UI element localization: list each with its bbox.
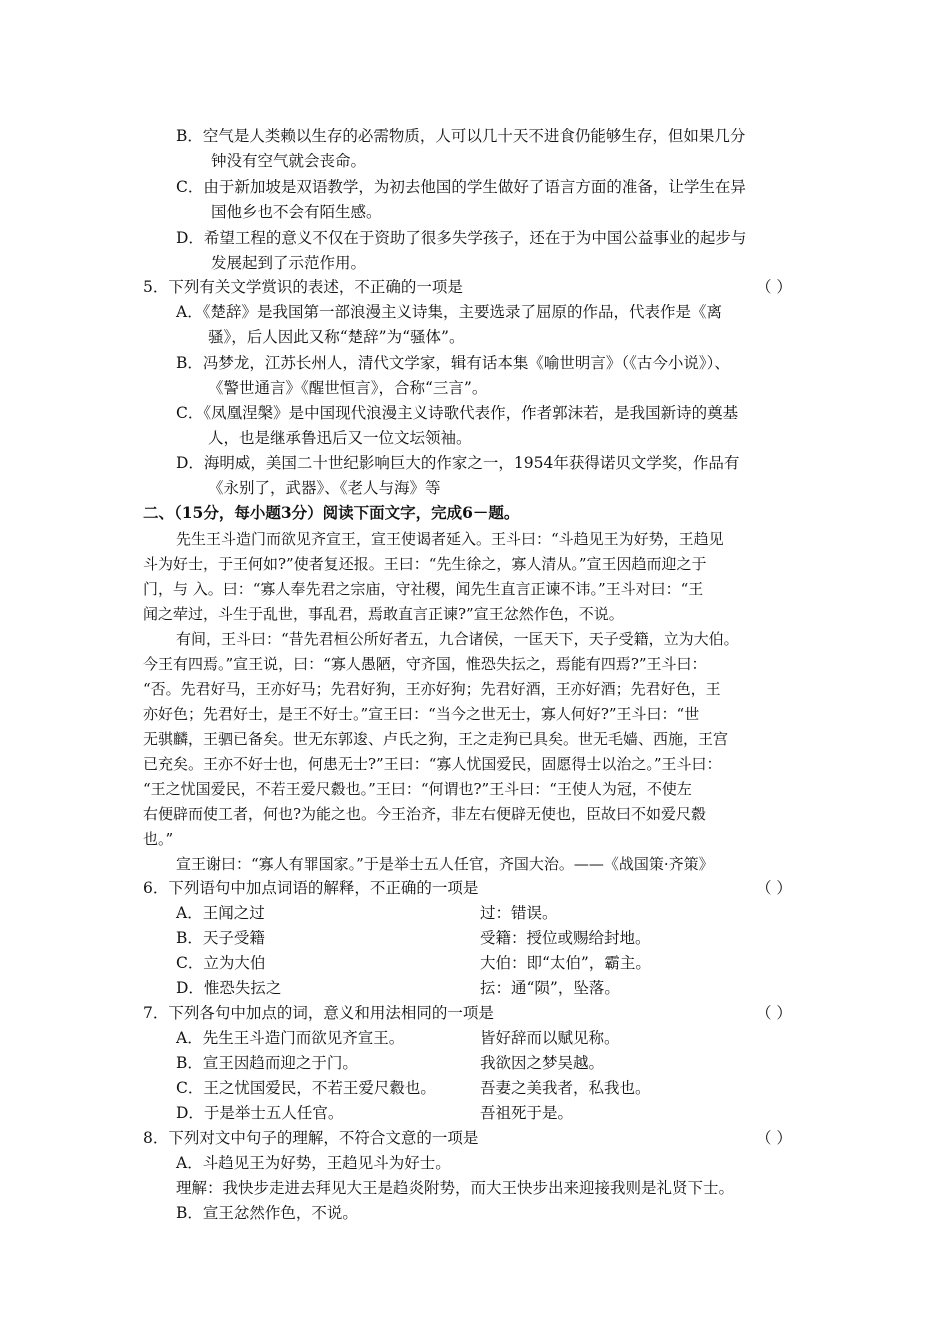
passage-p2-line8: 右便辟而使工者，何也?为能之也。今王治齐，非左右便辟无使也，臣故曰不如爱尺縠 (143, 805, 707, 823)
q6-option-a: A．王闻之过 (176, 904, 265, 922)
q6-answer-paren: （ ） (756, 879, 792, 897)
q4-option-d-line1: D．希望工程的意义不仅在于资助了很多失学孩子，还在于为中国公益事业的起步与 (176, 229, 747, 247)
q7-option-b: B．宣王因趋而迎之于门。 (176, 1054, 358, 1072)
passage-p3: 宣王谢曰：“寡人有罪国家。”于是举士五人任官，齐国大治。——《战国策·齐策》 (176, 855, 714, 873)
q5-option-c-line1: C．《凤凰涅槃》是中国现代浪漫主义诗歌代表作，作者郭沫若，是我国新诗的奠基 (176, 404, 739, 422)
q5-option-b-line1: B．冯梦龙，江苏长州人，清代文学家，辑有话本集《喻世明言》（《古今小说》）、 (176, 354, 730, 372)
q6-option-c-explanation: 大伯：即“太伯”，霸主。 (480, 954, 651, 972)
q5-stem: 5．下列有关文学赏识的表述，不正确的一项是 (143, 278, 463, 296)
q7-option-d-compare: 吾祖死于是。 (480, 1104, 574, 1122)
q5-option-d-line1: D．海明威，美国二十世纪影响巨大的作家之一，1954年获得诺贝文学奖，作品有 (176, 454, 740, 472)
q7-option-d: D．于是举士五人任官。 (176, 1104, 344, 1122)
passage-p2-line9: 也。” (143, 830, 174, 848)
passage-p2-line6: 已充矣。王亦不好士也，何患无士?”王曰：“寡人忧国爱民，固愿得士以治之。”王斗曰： (143, 755, 722, 773)
section2-heading: 二、（15分，每小题3分）阅读下面文字，完成6－题。 (143, 503, 520, 522)
q5-option-b-line2: 《警世通言》《醒世恒言》，合称“三言”。 (208, 379, 488, 397)
q6-option-c: C．立为大伯 (176, 954, 266, 972)
passage-p1-line2: 斗为好士，于王何如?”使者复还报。王曰：“先生徐之，寡人清从。”宣王因趋而迎之于 (143, 555, 707, 573)
q7-option-a: A．先生王斗造门而欲见齐宣王。 (176, 1029, 405, 1047)
q5-option-d-line2: 《永别了，武器》、《老人与海》等 (208, 479, 441, 497)
q6-option-d-explanation: 抎：通“陨”，坠落。 (480, 979, 620, 997)
q5-option-a-line2: 骚》，后人因此又称“楚辞”为“骚体”。 (208, 328, 465, 346)
q7-option-c-compare: 吾妻之美我者，私我也。 (480, 1079, 651, 1097)
passage-p1-line3: 门，与 入。曰：“寡人奉先君之宗庙，守社稷，闻先生直言正谏不讳。”王斗对曰：“王 (143, 580, 704, 598)
q7-option-a-compare: 皆好辞而以赋见称。 (480, 1029, 620, 1047)
q6-option-b: B．天子受籍 (176, 929, 265, 947)
q4-option-c-line1: C．由于新加坡是双语教学，为初去他国的学生做好了语言方面的准备，让学生在异 (176, 178, 746, 196)
q8-answer-paren: （ ） (756, 1129, 792, 1147)
q4-option-b-line2: 钟没有空气就会丧命。 (211, 152, 367, 170)
q8-option-a-interpretation: 理解：我快步走进去拜见大王是趋炎附势，而大王快步出来迎接我则是礼贤下士。 (176, 1179, 735, 1197)
passage-p2-line5: 无骐麟，王驷已备矣。世无东郭逡、卢氏之狗，王之走狗已具矣。世无毛嫱、西施，王宫 (143, 730, 729, 748)
q6-option-d: D．惟恐失抎之 (176, 979, 282, 997)
q8-option-a: A．斗趋见王为好势，王趋见斗为好士。 (176, 1154, 451, 1172)
passage-p2-line1: 有间，王斗曰：“昔先君桓公所好者五，九合诸侯，一匡天下，天子受籍，立为大伯。 (176, 630, 739, 648)
q4-option-c-line2: 国他乡也不会有陌生感。 (211, 203, 382, 221)
q8-option-b: B．宣王忿然作色，不说。 (176, 1204, 358, 1222)
passage-p2-line3: “否。先君好马，王亦好马；先君好狗，王亦好狗；先君好酒，王亦好酒；先君好色，王 (143, 680, 721, 698)
q7-option-b-compare: 我欲因之梦吴越。 (480, 1054, 605, 1072)
q8-stem: 8．下列对文中句子的理解，不符合文意的一项是 (143, 1129, 479, 1147)
q6-stem: 6．下列语句中加点词语的解释，不正确的一项是 (143, 879, 479, 897)
passage-p1-line4: 闻之荦过，斗生于乱世，事乱君，焉敢直言正谏?”宣王忿然作色，不说。 (143, 605, 624, 623)
q4-option-d-line2: 发展起到了示范作用。 (211, 254, 367, 272)
q5-option-a-line1: A．《楚辞》是我国第一部浪漫主义诗集，主要选录了屈原的作品，代表作是《离 (176, 303, 722, 321)
q5-answer-paren: （ ） (756, 278, 792, 296)
q4-option-b-line1: B．空气是人类赖以生存的必需物质，人可以几十天不进食仍能够生存，但如果几分 (176, 127, 746, 145)
q7-answer-paren: （ ） (756, 1004, 792, 1022)
passage-p1-line1: 先生王斗造门而欲见齐宣王，宣王使谒者延入。王斗曰：“斗趋见王为好势，王趋见 (176, 530, 724, 548)
q7-option-c: C．王之忧国爱民，不若王爱尺縠也。 (176, 1079, 436, 1097)
q6-option-a-explanation: 过：错误。 (480, 904, 558, 922)
q6-option-b-explanation: 受籍：授位或赐给封地。 (480, 929, 651, 947)
passage-p2-line4: 亦好色；先君好士，是王不好士。”宣王曰：“当今之世无士，寡人何好?”王斗曰：“世 (143, 705, 700, 723)
q7-stem: 7．下列各句中加点的词，意义和用法相同的一项是 (143, 1004, 494, 1022)
passage-p2-line7: “王之忧国爱民，不若王爱尺縠也。”王曰：“何谓也?”王斗曰：“王使人为冠，不使左 (143, 780, 692, 798)
passage-p2-line2: 今王有四焉。”宣王说，曰：“寡人愚陋，守齐国，惟恐失抎之，焉能有四焉?”王斗曰： (143, 655, 707, 673)
q5-option-c-line2: 人，也是继承鲁迅后又一位文坛领袖。 (208, 429, 472, 447)
